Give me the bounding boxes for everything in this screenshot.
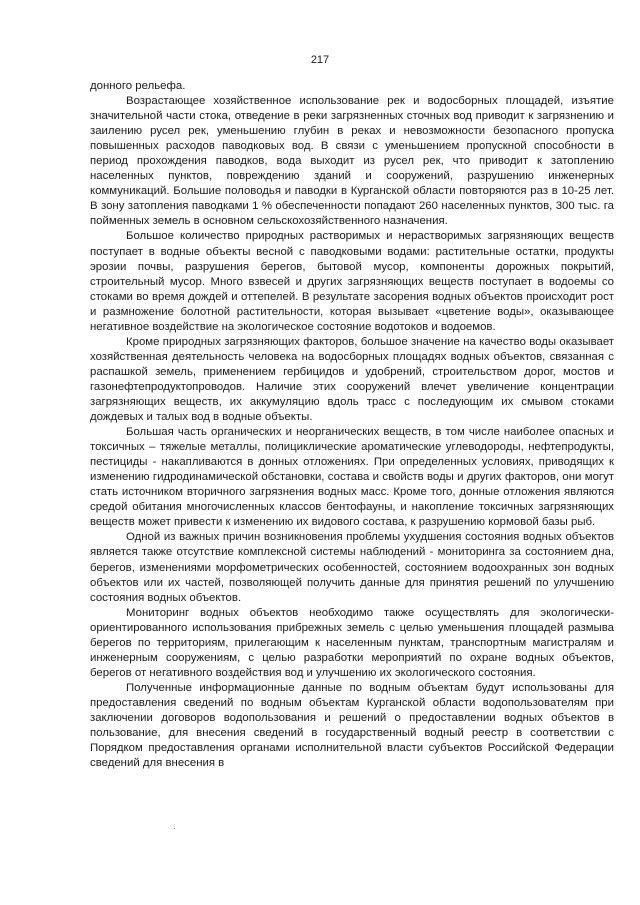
paragraph: Полученные информационные данные по водным объектам будут использованы для предоставления сведений по водным объектам Курганской области водопользователям при заключении договоров водопользования и решений о предоставлении водных объектов в пользование, для внесения сведений в государственный водный реестр в соответствии с Порядком предоставления органами исполнительной власти субъектов Российской Федерации сведений для внесения в [90, 681, 614, 770]
document-body [90, 79, 614, 771]
paragraph-continuation: донного рельефа. [90, 80, 186, 92]
paragraph: Кроме природных загрязняющих факторов, большое значение на качество воды оказывает хозяйственная деятельность человека на водосборных площадях водных объектов, связанная с распашкой земель, применением гербицидов и удобрений, строительством дорог, мостов и газонефтепродуктопроводов. Наличие этих сооружений влечет увеличение концентрации загрязняющих веществ, их аккумуляцию вдоль трасс с последующим их смывом стоками дождевых и талых вод в водные объекты. [90, 335, 614, 424]
paragraph: Мониторинг водных объектов необходимо также осуществлять для экологически-ориентированного использования прибрежных земель с целью уменьшения площадей размыва берегов по территориям, прилегающим к населенным пунктам, транспортным магистралям и инженерным сооружениям, с целью разработки мероприятий по охране водных объектов, берегов от негативного воздействия вод и улучшению их экологического состояния. [90, 606, 614, 679]
paragraph: Возрастающее хозяйственное использование рек и водосборных площадей, изъятие значительной части стока, отведение в реки загрязненных сточных вод приводит к загрязнению и заилению русел рек, уменьшению глубин в реках и невозможности безопасного пропуска повышенных расходов паводковых вод. В связи с уменьшением пропускной способности в период прохождения паводков, вода выходит из русел рек, что приводит к затоплению населенных пунктов, повреждению зданий и сооружений, разрушению инженерных коммуникаций. Большие половодья и паводки в Курганской области повторяются раз в 10-25 лет. В зону затопления паводками 1 % обеспеченности попадают 260 населенных пунктов, 300 тыс. га пойменных земель в основном сельскохозяйственного назначения. [90, 95, 614, 228]
paragraph: Большая часть органических и неорганических веществ, в том числе наиболее опасных и токсичных – тяжелые металлы, полициклические ароматические углеводороды, нефтепродукты, пестициды - накапливаются в донных отложениях. При определенных условиях, приводящих к изменению гидродинамической обстановки, состава и свойств воды и других факторов, они могут стать источником вторичного загрязнения водных масс. Кроме того, донные отложения являются средой обитания многочисленных классов бентофауны, и накопление токсичных загрязняющих веществ может привести к изменению их видового состава, к разрушению кормовой базы рыб. [90, 426, 614, 529]
paragraph: Большое количество природных растворимых и нерастворимых загрязняющих веществ поступает в водные объекты весной с паводковыми водами: растительные остатки, продукты эрозии почвы, разрушения берегов, бытовой мусор, компоненты дорожных покрытий, строительный мусор. Много взвесей и других загрязняющих веществ поступает в водоемы со стоками во время дождей и оттепелей. В результате засорения водных объектов происходит рост и размножение болотной растительности, которая вызывает «цветение воды», оказывающее негативное воздействие на экологическое состояние водотоков и водоемов. [90, 230, 614, 333]
page-number: 217 [310, 54, 330, 66]
scan-speck [174, 828, 175, 829]
paragraph: Одной из важных причин возникновения проблемы ухудшения состояния водных объектов является также отсутствие комплексной системы наблюдений - мониторинга за состоянием дна, берегов, изменениями морфометрических особенностей, состоянием водоохранных зон водных объектов или их частей, позволяющей получить данные для принятия решений по улучшению состояния водных объектов. [90, 531, 614, 604]
